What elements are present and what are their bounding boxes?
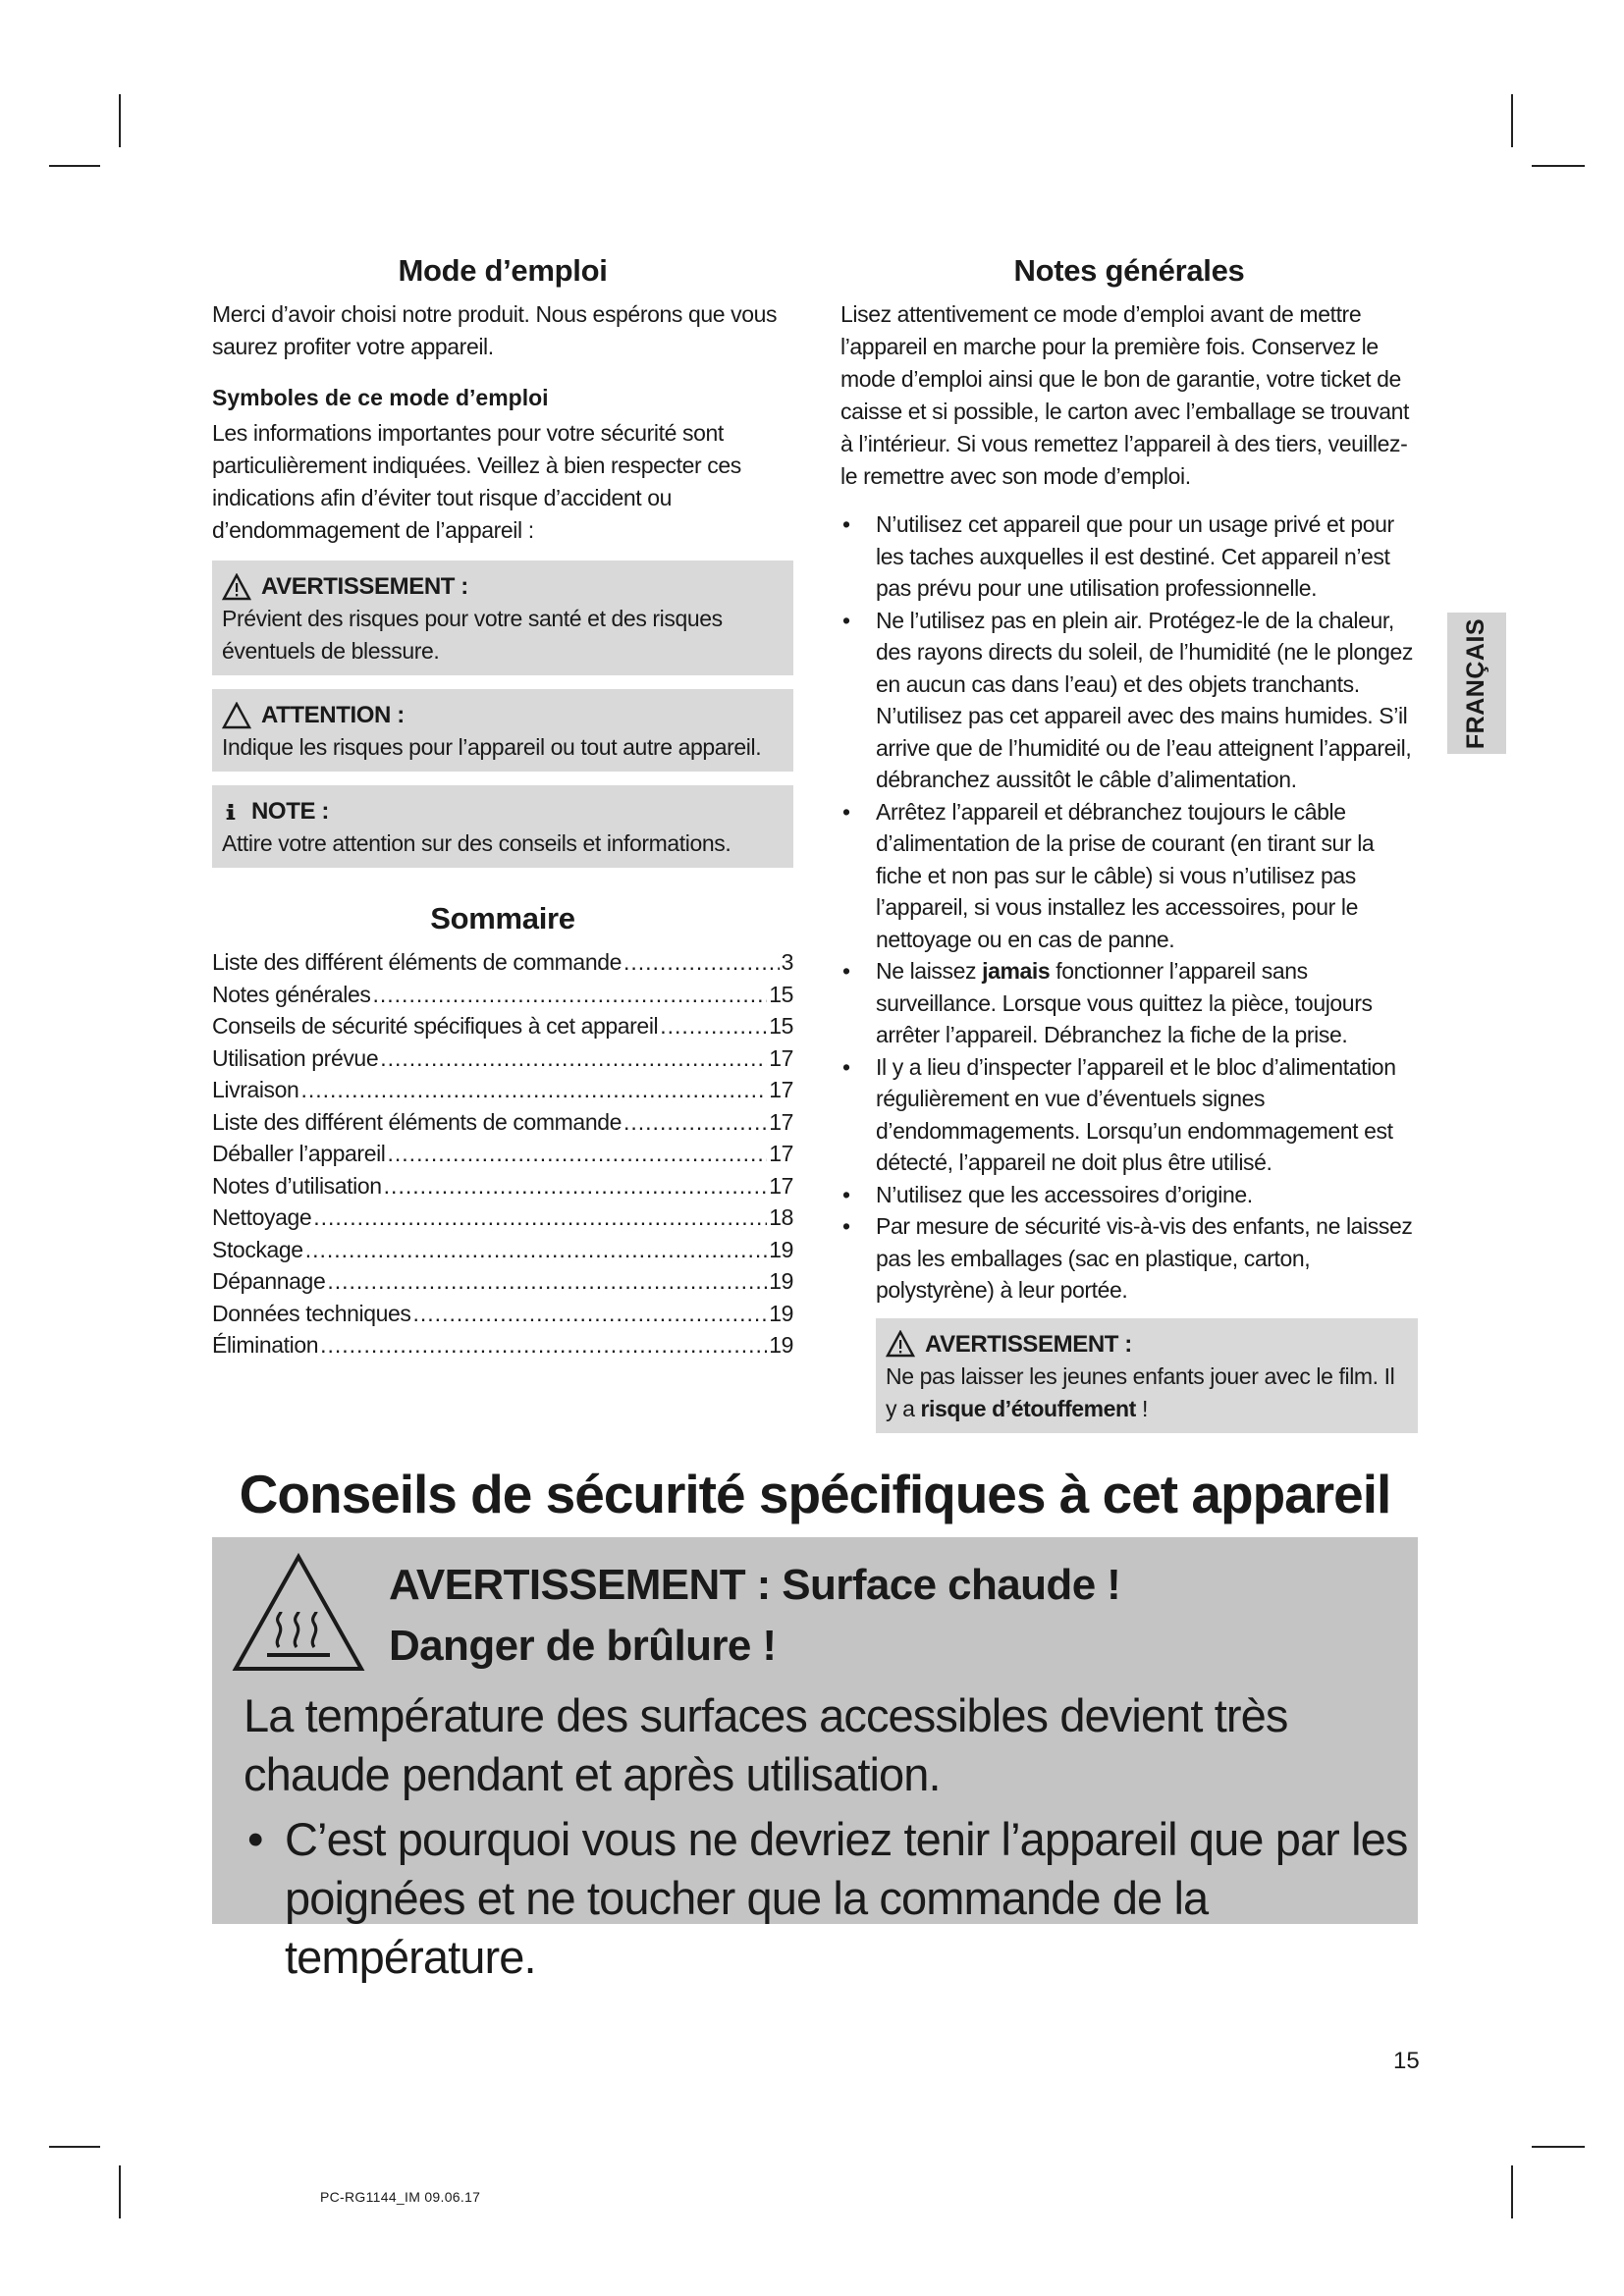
info-icon [222, 798, 242, 826]
list-item: • Par mesure de sécurité vis-à-vis des enfants, ne laissez pas les emballages (sac en plastique, carton, polystyrène) à leur portée. [840, 1210, 1418, 1307]
toc-row [212, 1106, 793, 1139]
toc-page: 18 [769, 1204, 793, 1230]
toc-label: Livraison [212, 1077, 299, 1102]
note-box [212, 785, 793, 868]
symbols-text: Les informations importantes pour votre sécurité sont particulièrement indiquées. Veillez à bien respecter ces indications afin d’éviter tout risque d’accident ou d’endommagement de l’appareil : [212, 420, 741, 543]
attention-icon [222, 702, 251, 729]
toc-page: 19 [769, 1332, 793, 1358]
toc-label: Conseils de sécurité spécifiques à cet appareil [212, 1013, 659, 1039]
toc-leader [327, 1265, 767, 1298]
list-item: • N’utilisez cet appareil que pour un usage privé et pour les taches auxquelles il est destiné. Cet appareil n’est pas prévu pour une utilisation professionnelle. [840, 508, 1418, 605]
toc-row [212, 1329, 793, 1362]
warning-box [212, 561, 793, 675]
toc-page: 17 [769, 1077, 793, 1102]
toc-page: 19 [769, 1236, 793, 1262]
page-number: 15 [1393, 2048, 1420, 2074]
toc-row [212, 1010, 793, 1042]
toc-label: Données techniques [212, 1300, 411, 1326]
film-warning-box [876, 1318, 1418, 1433]
toc-leader [660, 1010, 767, 1042]
crop-mark [49, 2146, 100, 2148]
toc-label: Liste des différent éléments de commande [212, 949, 622, 975]
hot-surface-warning-box [212, 1537, 1418, 1983]
toc-leader [388, 1138, 768, 1170]
toc-page: 19 [769, 1300, 793, 1326]
crop-mark [1511, 94, 1513, 147]
list-item: • Il y a lieu d’inspecter l’appareil et le bloc d’alimentation régulièrement en vue d’éventuels signes d’endommagements. Lorsqu’un endommagement est détecté, l’appareil ne doit plus être utilisé. [840, 1051, 1418, 1179]
list-item: • Ne l’utilisez pas en plein air. Protégez-le de la chaleur, des rayons directs du soleil, de l’humidité (ne le plongez en aucun cas dans l’eau) et des objets tranchants. N’utilisez pas cet appareil avec des mains humides. S’il arrive que de l’humidité ou de l’eau atteignent l’appareil, débranchez aussitôt le câble d’alimentation. [840, 605, 1418, 796]
toc-label: Déballer l’appareil [212, 1141, 386, 1166]
toc-leader [320, 1329, 767, 1362]
footer-code: PC-RG1144_IM 09.06.17 [320, 2189, 481, 2205]
warning-title: AVERTISSEMENT : [261, 573, 468, 600]
toc-row [212, 1138, 793, 1170]
toc-row [212, 1170, 793, 1202]
toc-leader [413, 1298, 768, 1330]
attention-box [212, 689, 793, 772]
hot-surface-bullet: • C’est pourquoi vous ne devriez tenir l’appareil que par les poignées et ne toucher que la commande de la température. [247, 1810, 1418, 1987]
toc-page: 17 [769, 1172, 793, 1199]
toc-row [212, 946, 793, 979]
list-item: • N’utilisez que les accessoires d’origine. [840, 1179, 1418, 1211]
list-item-emphasis: jamais [982, 958, 1051, 984]
list-item-text: Ne laissez [876, 958, 983, 984]
language-tab-label: FRANÇAIS [1462, 617, 1490, 749]
film-warning-title: AVERTISSEMENT : [925, 1330, 1132, 1358]
toc-label: Dépannage [212, 1268, 326, 1294]
crop-mark [49, 165, 100, 167]
hot-surface-heading: AVERTISSEMENT : Surface chaude ! [389, 1561, 1121, 1609]
notes-generales-title: Notes générales [1013, 253, 1245, 288]
toc-row [212, 1298, 793, 1330]
toc-label: Notes d’utilisation [212, 1172, 382, 1199]
crop-mark [1532, 165, 1585, 167]
summary-title: Sommaire [430, 901, 575, 935]
safety-title: Conseils de sécurité spécifiques à cet appareil [239, 1464, 1391, 1524]
toc-page: 3 [781, 949, 793, 975]
toc-leader [305, 1234, 768, 1266]
toc-page: 17 [769, 1141, 793, 1166]
toc-leader [373, 979, 768, 1011]
film-warning-emphasis: risque d’étouffement [920, 1395, 1136, 1421]
table-of-contents [212, 946, 793, 1362]
toc-page: 17 [769, 1108, 793, 1135]
mode-emploi-title: Mode d’emploi [398, 253, 608, 288]
right-column [840, 245, 1418, 1433]
crop-mark [1511, 2165, 1513, 2218]
film-warning-text-part: Ne pas laisser les jeunes enfants jouer avec le film. Il y a [886, 1362, 1395, 1421]
symbols-heading: Symboles de ce mode d’emploi [212, 385, 549, 410]
toc-label: Stockage [212, 1236, 303, 1262]
toc-row [212, 979, 793, 1011]
film-warning-text-part: ! [1135, 1395, 1148, 1421]
toc-label: Utilisation prévue [212, 1044, 379, 1071]
notes-intro: Lisez attentivement ce mode d’emploi avant de mettre l’appareil en marche pour la première fois. Conservez le mode d’emploi ainsi que le bon de garantie, votre ticket de caisse et si possible, le carton avec l’emballage se trouvant à l’intérieur. Si vous remettez l’appareil à des tiers, veuillez-le remettre avec son mode d’emploi. [840, 301, 1410, 489]
film-warning-text [886, 1361, 1408, 1425]
language-tab [1447, 613, 1506, 754]
crop-mark [119, 94, 121, 147]
toc-page: 19 [769, 1268, 793, 1294]
toc-row [212, 1265, 793, 1298]
toc-leader [623, 1106, 767, 1139]
note-title: NOTE : [251, 798, 329, 825]
toc-row [212, 1201, 793, 1234]
toc-label: Nettoyage [212, 1204, 312, 1230]
warning-text: Prévient des risques pour votre santé et des risques éventuels de blessure. [222, 606, 723, 664]
toc-page: 15 [769, 1013, 793, 1039]
notes-list [840, 508, 1418, 1307]
list-item-text: fonctionner l’appareil sans surveillance. [876, 958, 1308, 1016]
attention-title: ATTENTION : [261, 702, 405, 728]
note-text: Attire votre attention sur des conseils et informations. [222, 830, 731, 856]
toc-row [212, 1074, 793, 1106]
toc-leader [623, 946, 780, 979]
toc-leader [300, 1074, 767, 1106]
toc-label: Élimination [212, 1332, 319, 1358]
toc-row [212, 1042, 793, 1075]
toc-page: 15 [769, 981, 793, 1007]
list-item: • Arrêtez l’appareil et débranchez toujours le câble d’alimentation de la prise de courant (en tirant sur la fiche et non pas sur le câble) si vous n’utilisez pas l’appareil, si vous installez les accessoires, pour le nettoyage ou en cas de panne. [840, 796, 1418, 956]
toc-page: 17 [769, 1044, 793, 1071]
crop-mark [119, 2165, 121, 2218]
crop-mark [1532, 2146, 1585, 2148]
left-column [212, 245, 793, 1362]
toc-label: Liste des différent éléments de commande [212, 1108, 622, 1135]
hot-surface-icon [230, 1551, 367, 1675]
toc-row [212, 1234, 793, 1266]
toc-leader [384, 1170, 768, 1202]
list-item [840, 955, 1418, 1051]
attention-text: Indique les risques pour l’appareil ou tout autre appareil. [222, 734, 762, 760]
intro-text: Merci d’avoir choisi notre produit. Nous espérons que vous saurez profiter votre appareil. [212, 301, 778, 359]
toc-leader [313, 1201, 767, 1234]
toc-label: Notes générales [212, 981, 371, 1007]
warning-icon [886, 1330, 915, 1358]
warning-icon [222, 573, 251, 601]
hot-surface-text: La température des surfaces accessibles devient très chaude pendant et après utilisation. [244, 1689, 1288, 1800]
list-item-text: Lorsque vous quittez la pièce, toujours arrêter l’appareil. Débranchez la fiche de la prise. [876, 989, 1373, 1047]
toc-leader [380, 1042, 767, 1075]
burn-danger-heading: Danger de brûlure ! [389, 1622, 777, 1670]
